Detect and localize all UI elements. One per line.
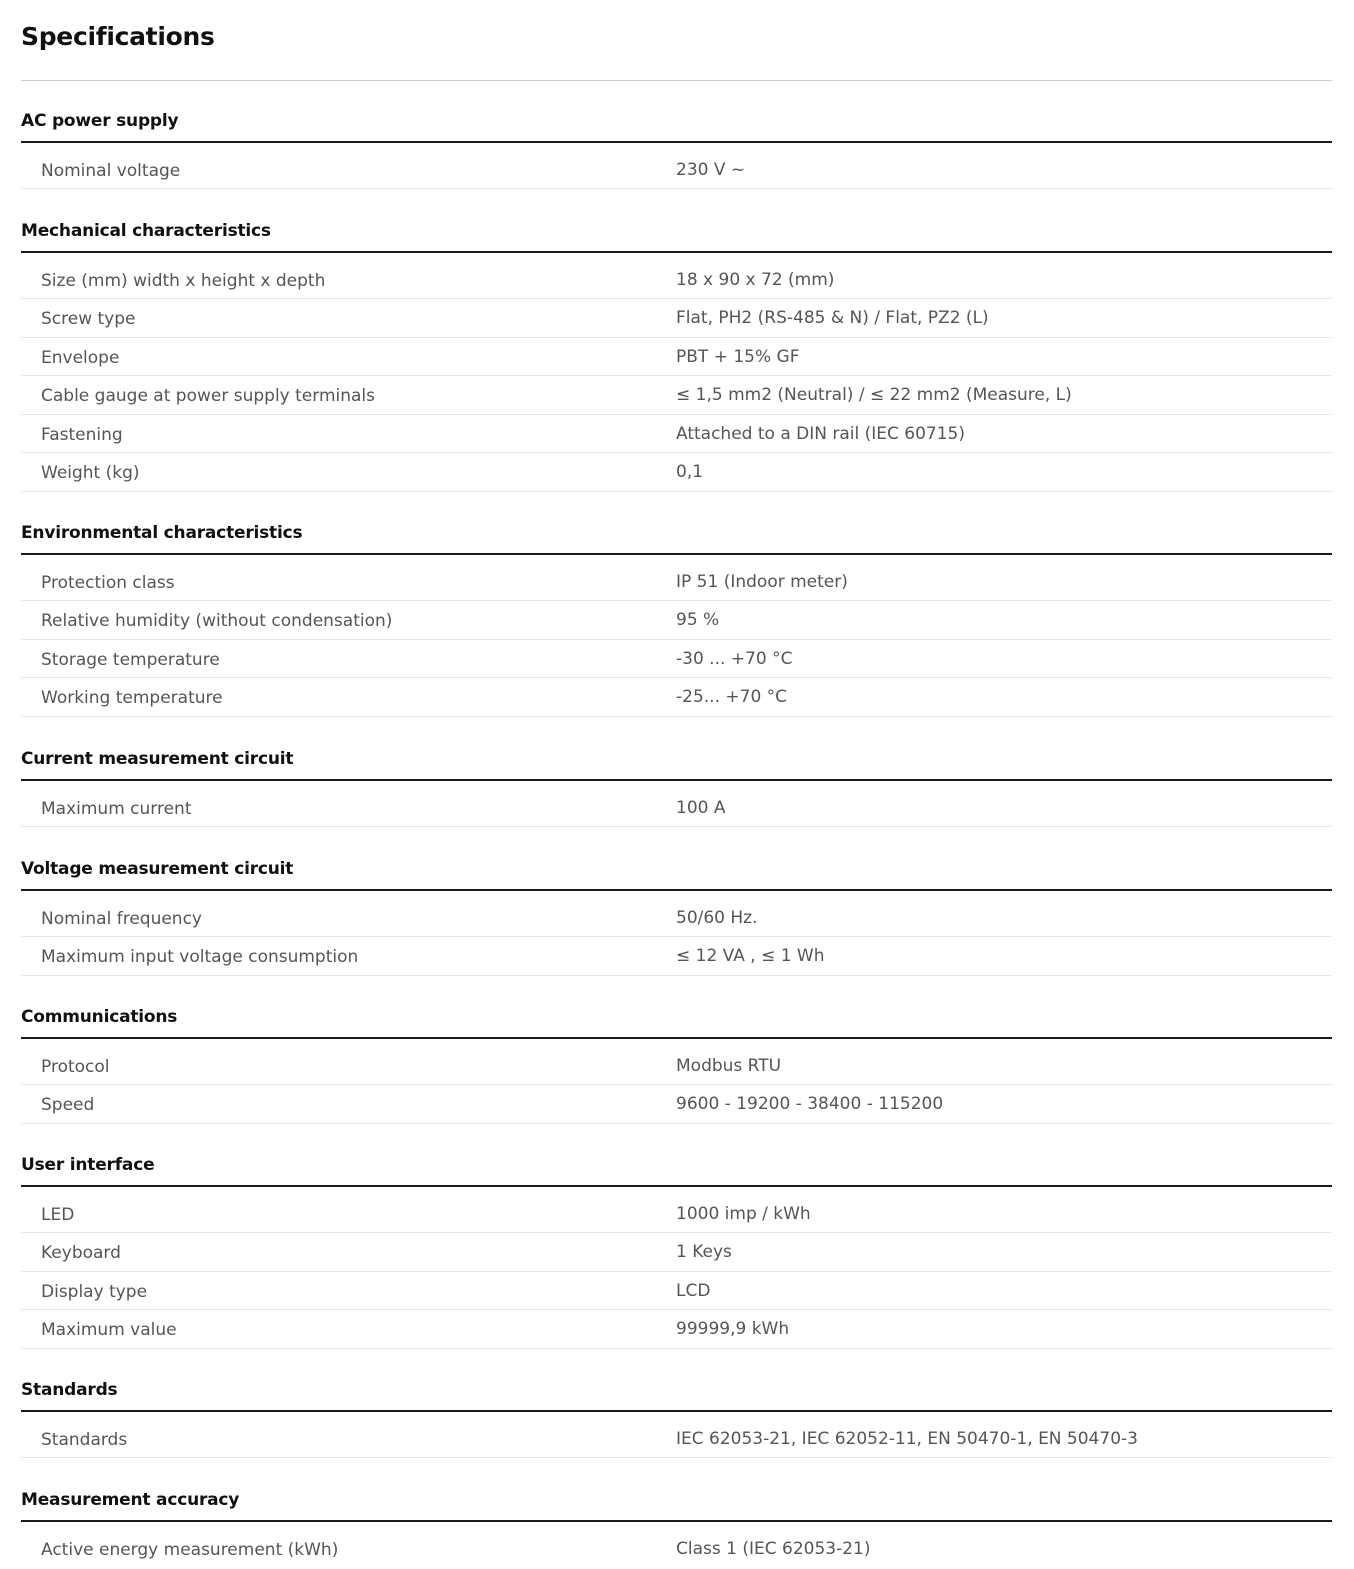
spec-row	[21, 338, 1332, 377]
spec-label: Cable gauge at power supply terminals	[41, 386, 376, 406]
spec-label: Speed	[41, 1095, 95, 1115]
spec-value: 100 A	[676, 798, 726, 818]
page-title: Specifications	[21, 22, 215, 51]
spec-value: 18 x 90 x 72 (mm)	[676, 270, 835, 290]
spec-row	[21, 376, 1332, 415]
spec-row	[21, 1187, 1332, 1233]
title-divider	[21, 80, 1332, 81]
spec-row	[21, 1412, 1332, 1458]
section-user-interface	[21, 1145, 1332, 1349]
spec-row	[21, 1522, 1332, 1568]
spec-row	[21, 601, 1332, 640]
section-current-measurement-circuit	[21, 739, 1332, 827]
spec-row	[21, 937, 1332, 976]
spec-label: Fastening	[41, 424, 123, 445]
spec-value: 0,1	[676, 462, 704, 482]
spec-row	[21, 640, 1332, 679]
spec-value: ≤ 1,5 mm2 (Neutral) / ≤ 22 mm2 (Measure, L)	[676, 385, 1072, 405]
section-title: Communications	[21, 1007, 178, 1027]
spec-label: Screw type	[41, 309, 136, 329]
spec-row	[21, 1233, 1332, 1272]
spec-value: 99999,9 kWh	[676, 1319, 790, 1339]
spec-row	[21, 891, 1332, 937]
spec-label: Active energy measurement (kWh)	[41, 1540, 339, 1560]
spec-value: 230 V ~	[676, 160, 746, 180]
spec-label: Protocol	[41, 1057, 110, 1077]
spec-value: LCD	[676, 1280, 711, 1301]
spec-value: 50/60 Hz.	[676, 908, 758, 928]
spec-row	[21, 253, 1332, 299]
spec-label: Size (mm) width x height x depth	[41, 271, 326, 291]
spec-label: Weight (kg)	[41, 463, 140, 483]
spec-value: 95 %	[676, 610, 720, 630]
spec-label: Maximum input voltage consumption	[41, 947, 359, 967]
spec-value: 1000 imp / kWh	[676, 1204, 811, 1224]
spec-label: Protection class	[41, 573, 175, 593]
spec-value: PBT + 15% GF	[676, 346, 800, 367]
spec-label: Keyboard	[41, 1243, 121, 1263]
section-standards	[21, 1370, 1332, 1458]
section-title: Mechanical characteristics	[21, 221, 271, 241]
spec-row	[21, 1310, 1332, 1349]
spec-row	[21, 299, 1332, 338]
spec-label: LED	[41, 1205, 75, 1225]
spec-label: Nominal voltage	[41, 161, 181, 181]
spec-label: Storage temperature	[41, 649, 220, 670]
section-communications	[21, 997, 1332, 1124]
section-ac-power-supply	[21, 101, 1332, 189]
spec-value: Modbus RTU	[676, 1056, 782, 1076]
spec-row	[21, 453, 1332, 492]
spec-value: Flat, PH2 (RS-485 & N) / Flat, PZ2 (L)	[676, 308, 989, 328]
spec-value: IEC 62053-21, IEC 62052-11, EN 50470-1, EN 50470-3	[676, 1429, 1138, 1449]
spec-label: Display type	[41, 1281, 148, 1302]
spec-label: Maximum current	[41, 799, 192, 819]
section-title: AC power supply	[21, 111, 179, 131]
section-title: Environmental characteristics	[21, 523, 303, 543]
spec-row	[21, 415, 1332, 454]
spec-value: Class 1 (IEC 62053-21)	[676, 1539, 871, 1559]
section-title: User interface	[21, 1155, 155, 1175]
spec-value: 9600 - 19200 - 38400 - 115200	[676, 1094, 944, 1114]
section-title: Standards	[21, 1380, 118, 1400]
spec-value: Attached to a DIN rail (IEC 60715)	[676, 423, 965, 444]
spec-value: 1 Keys	[676, 1242, 732, 1262]
spec-label: Working temperature	[41, 688, 223, 708]
spec-value: -25... +70 °C	[676, 687, 788, 707]
spec-row	[21, 143, 1332, 189]
section-mechanical-characteristics	[21, 211, 1332, 492]
spec-label: Envelope	[41, 347, 120, 368]
spec-label: Standards	[41, 1430, 128, 1450]
section-voltage-measurement-circuit	[21, 849, 1332, 976]
spec-row	[21, 555, 1332, 601]
spec-label: Nominal frequency	[41, 909, 202, 929]
spec-row	[21, 1085, 1332, 1124]
spec-value: -30 ... +70 °C	[676, 648, 793, 669]
spec-label: Maximum value	[41, 1320, 177, 1340]
spec-label: Relative humidity (without condensation)	[41, 611, 393, 631]
spec-row	[21, 1039, 1332, 1085]
spec-row	[21, 678, 1332, 717]
section-environmental-characteristics	[21, 513, 1332, 717]
section-title: Current measurement circuit	[21, 749, 294, 769]
spec-value: IP 51 (Indoor meter)	[676, 572, 848, 592]
section-title: Measurement accuracy	[21, 1490, 240, 1510]
spec-row	[21, 781, 1332, 827]
section-measurement-accuracy	[21, 1480, 1332, 1568]
spec-value: ≤ 12 VA , ≤ 1 Wh	[676, 946, 825, 966]
spec-row	[21, 1272, 1332, 1311]
section-title: Voltage measurement circuit	[21, 859, 294, 879]
